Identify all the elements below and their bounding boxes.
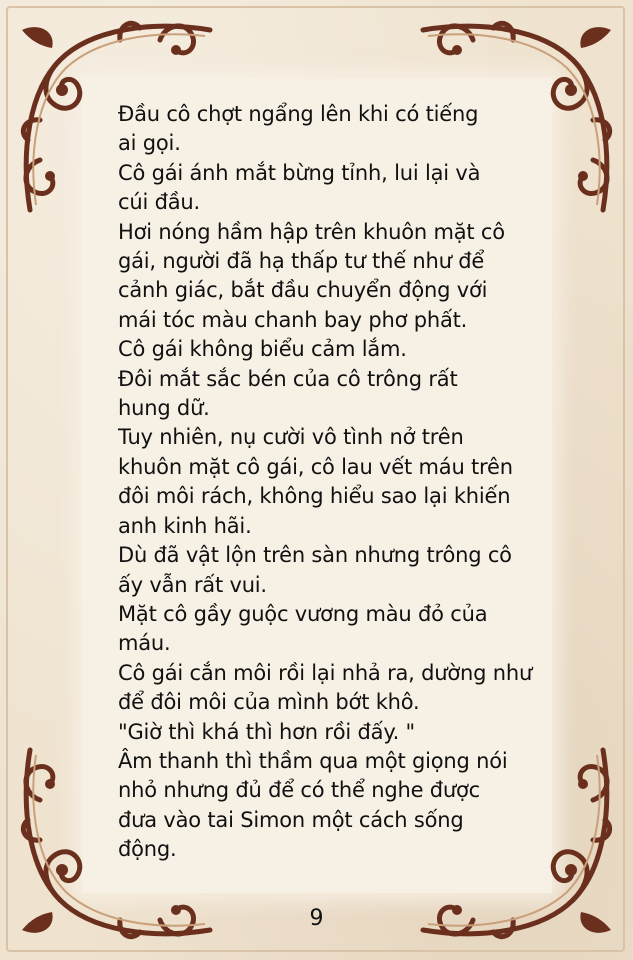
text-line: khuôn mặt cô gái, cô lau vết máu trên bbox=[118, 454, 513, 479]
text-line: máu. bbox=[118, 631, 171, 656]
text-line: Cô gái cắn môi rồi lại nhả ra, dường như bbox=[118, 660, 533, 685]
text-line: mái tóc màu chanh bay phơ phất. bbox=[118, 307, 468, 332]
story-text bbox=[118, 100, 558, 865]
text-line: cảnh giác, bắt đầu chuyển động với bbox=[118, 278, 488, 303]
text-line: Đầu cô chợt ngẩng lên khi có tiếng bbox=[118, 102, 479, 126]
text-line: Hơi nóng hầm hập trên khuôn mặt cô bbox=[118, 219, 505, 244]
text-line: Dù đã vật lộn trên sàn nhưng trông cô bbox=[118, 543, 512, 568]
text-line: nhỏ nhưng đủ để có thể nghe được bbox=[118, 778, 481, 803]
text-line: Mặt cô gầy guộc vương màu đỏ của bbox=[118, 601, 488, 626]
text-line: động. bbox=[118, 837, 177, 862]
text-line: anh kinh hãi. bbox=[118, 513, 252, 538]
text-line: đôi môi rách, không hiểu sao lại khiến bbox=[118, 484, 511, 509]
text-line: Đôi mắt sắc bén của cô trông rất bbox=[118, 366, 458, 391]
text-line: để đôi môi của mình bớt khô. bbox=[118, 690, 420, 715]
text-line: "Giờ thì khá thì hơn rồi đấy. " bbox=[118, 719, 415, 744]
page-number: 9 bbox=[309, 906, 324, 931]
text-line: cúi đầu. bbox=[118, 190, 200, 215]
text-line: Cô gái không biểu cảm lắm. bbox=[118, 337, 407, 362]
text-line: hung dữ. bbox=[118, 396, 210, 421]
text-line: ai gọi. bbox=[118, 131, 181, 156]
text-line: gái, người đã hạ thấp tư thế như để bbox=[118, 249, 485, 274]
text-line: Tuy nhiên, nụ cười vô tình nở trên bbox=[118, 425, 464, 450]
text-line: Âm thanh thì thầm qua một giọng nói bbox=[118, 748, 508, 773]
text-line: đưa vào tai Simon một cách sống bbox=[118, 807, 464, 832]
text-line: Cô gái ánh mắt bừng tỉnh, lui lại và bbox=[118, 160, 481, 185]
text-line: ấy vẫn rất vui. bbox=[118, 572, 267, 597]
